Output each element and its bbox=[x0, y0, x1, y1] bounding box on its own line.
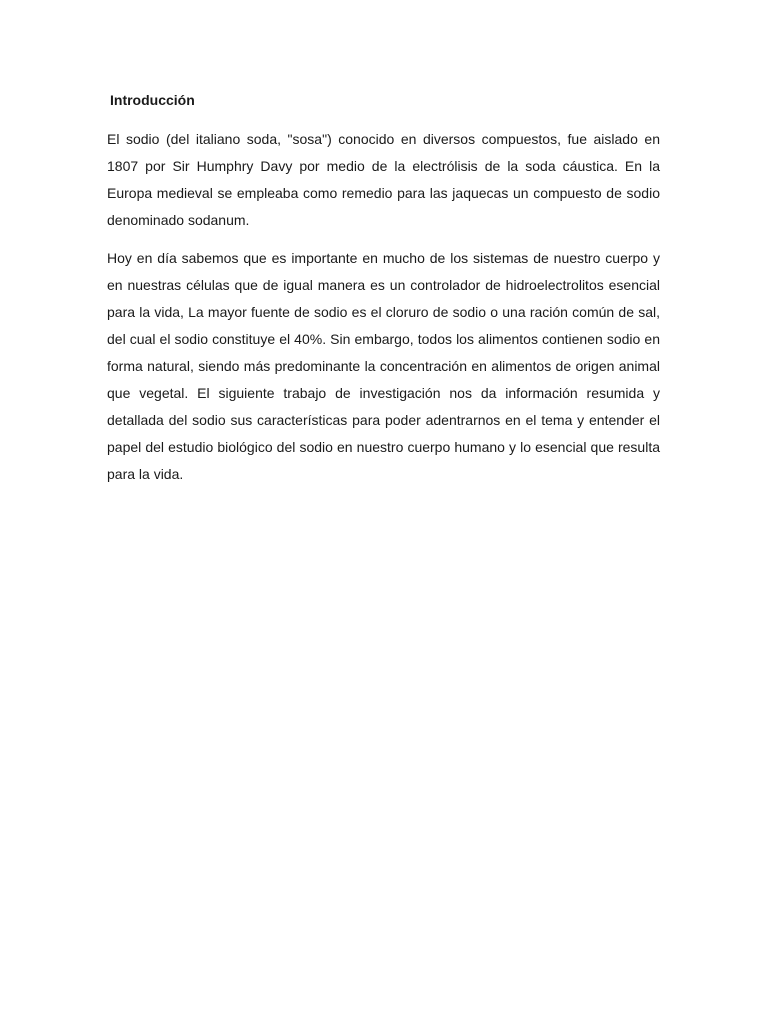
document-page bbox=[107, 90, 660, 488]
paragraph-1: El sodio (del italiano soda, "sosa") conocido en diversos compuestos, fue aislado en 1807 por Sir Humphry Davy por medio de la electrólisis de la soda cáustica. En la Europa medieval se empleaba como remedio para las jaquecas un compuesto de sodio denominado sodanum. bbox=[107, 131, 660, 228]
paragraph-2: Hoy en día sabemos que es importante en mucho de los sistemas de nuestro cuerpo y en nuestras células que de igual manera es un controlador de hidroelectrolitos esencial para la vida, La mayor fuente de sodio es el cloruro de sodio o una ración común de sal, del cual el sodio constituye el 40%. Sin embargo, todos los alimentos contienen sodio en forma natural, siendo más predominante la concentración en alimentos de origen animal que vegetal. El siguiente trabajo de investigación nos da información resumida y detallada del sodio sus características para poder adentrarnos en el tema y entender el papel del estudio biológico del sodio en nuestro cuerpo humano y lo esencial que resulta para la vida. bbox=[107, 250, 660, 482]
section-heading: Introducción bbox=[110, 92, 195, 108]
